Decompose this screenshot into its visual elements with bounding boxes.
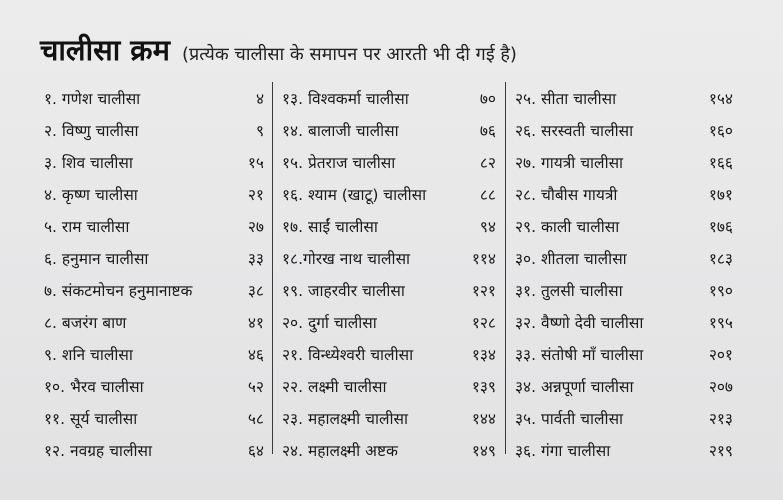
contents-entry — [44, 275, 264, 307]
entry-title: ८. बजरंग बाण — [44, 314, 127, 332]
entry-page-number: ६४ — [247, 442, 264, 460]
entry-title: १६. श्याम (खाटू) चालीसा — [282, 186, 427, 204]
entry-page-number: १६० — [708, 122, 733, 140]
contents-entry — [44, 147, 264, 179]
contents-entry — [515, 243, 733, 275]
entry-title: १३. विश्वकर्मा चालीसा — [282, 90, 409, 108]
contents-entry — [515, 211, 733, 243]
entry-title: ४. कृष्ण चालीसा — [44, 186, 138, 204]
contents-entry — [282, 403, 496, 435]
entry-title: ५. राम चालीसा — [44, 218, 130, 236]
entry-page-number: १९५ — [708, 314, 733, 332]
contents-entry — [282, 339, 496, 371]
entry-title: २८. चौबीस गायत्री — [515, 186, 618, 204]
entry-page-number: ४ — [255, 90, 264, 108]
entry-title: ३२. वैष्णो देवी चालीसा — [515, 314, 644, 332]
entry-title: १७. साईं चालीसा — [282, 218, 378, 236]
entry-title: ३१. तुलसी चालीसा — [515, 282, 623, 300]
entry-page-number: १७१ — [708, 186, 733, 204]
entry-page-number: ९४ — [479, 218, 496, 236]
entry-title: ३६. गंगा चालीसा — [515, 442, 611, 460]
entry-title: २१. विन्ध्येश्वरी चालीसा — [282, 346, 414, 364]
entry-title: ३३. संतोषी माँ चालीसा — [515, 346, 644, 364]
entry-page-number: १८३ — [708, 250, 733, 268]
entry-page-number: १९० — [708, 282, 733, 300]
entry-page-number: ७६ — [479, 122, 496, 140]
contents-entry — [44, 339, 264, 371]
contents-entry — [282, 179, 496, 211]
entry-title: २६. सरस्वती चालीसा — [515, 122, 634, 140]
page-subtitle: (प्रत्येक चालीसा के समापन पर आरती भी दी गई है) — [181, 44, 517, 65]
contents-column-1 — [44, 83, 264, 467]
entry-title: २७. गायत्री चालीसा — [515, 154, 624, 172]
entry-page-number: २७ — [247, 218, 264, 236]
contents-entry — [282, 83, 496, 115]
entry-title: ११. सूर्य चालीसा — [44, 410, 138, 428]
contents-entry — [44, 211, 264, 243]
entry-title: ७. संकटमोचन हनुमानाष्टक — [44, 282, 193, 300]
entry-page-number: १६६ — [708, 154, 733, 172]
entry-page-number: ८८ — [479, 186, 496, 204]
entry-page-number: १५ — [247, 154, 264, 172]
entry-page-number: ४६ — [247, 346, 264, 364]
entry-title: २. विष्णु चालीसा — [44, 122, 139, 140]
entry-page-number: ७० — [479, 90, 496, 108]
contents-entry — [515, 179, 733, 211]
entry-page-number: २०१ — [708, 346, 733, 364]
entry-page-number: ९ — [255, 122, 264, 140]
contents-entry — [515, 275, 733, 307]
entry-title: १८.गोरख नाथ चालीसा — [282, 250, 411, 268]
entry-title: २३. महालक्ष्मी चालीसा — [282, 410, 408, 428]
entry-title: १. गणेश चालीसा — [44, 90, 141, 108]
contents-entry — [44, 435, 264, 467]
entry-title: २२. लक्ष्मी चालीसा — [282, 378, 387, 396]
entry-page-number: १३४ — [471, 346, 496, 364]
entry-title: ३०. शीतला चालीसा — [515, 250, 627, 268]
column-divider — [505, 82, 506, 454]
contents-entry — [515, 435, 733, 467]
contents-entry — [282, 307, 496, 339]
entry-title: १९. जाहरवीर चालीसा — [282, 282, 405, 300]
contents-entry — [44, 403, 264, 435]
contents-entry — [282, 371, 496, 403]
contents-entry — [282, 115, 496, 147]
entry-title: ६. हनुमान चालीसा — [44, 250, 149, 268]
contents-entry — [44, 115, 264, 147]
entry-page-number: १७६ — [708, 218, 733, 236]
contents-entry — [515, 403, 733, 435]
entry-page-number: १२८ — [471, 314, 496, 332]
entry-title: १४. बालाजी चालीसा — [282, 122, 399, 140]
contents-entry — [515, 307, 733, 339]
entry-page-number: १२१ — [471, 282, 496, 300]
entry-title: २५. सीता चालीसा — [515, 90, 617, 108]
contents-entry — [515, 371, 733, 403]
entry-page-number: ११४ — [471, 250, 496, 268]
entry-title: १०. भैरव चालीसा — [44, 378, 144, 396]
entry-page-number: २१ — [247, 186, 264, 204]
entry-page-number: ३३ — [247, 250, 264, 268]
contents-entry — [44, 371, 264, 403]
entry-title: ३५. पार्वती चालीसा — [515, 410, 624, 428]
contents-entry — [282, 435, 496, 467]
contents-heading — [40, 30, 517, 70]
entry-title: १२. नवग्रह चालीसा — [44, 442, 152, 460]
entry-page-number: ८२ — [479, 154, 496, 172]
contents-entry — [515, 83, 733, 115]
contents-entry — [44, 179, 264, 211]
column-divider — [272, 82, 273, 454]
contents-entry — [44, 243, 264, 275]
page-title: चालीसा क्रम — [40, 33, 170, 67]
contents-entry — [282, 147, 496, 179]
contents-entry — [282, 211, 496, 243]
entry-title: २९. काली चालीसा — [515, 218, 620, 236]
entry-page-number: २१९ — [708, 442, 733, 460]
entry-title: २०. दुर्गा चालीसा — [282, 314, 377, 332]
contents-entry — [515, 115, 733, 147]
contents-column-2 — [282, 83, 496, 467]
contents-entry — [44, 307, 264, 339]
entry-page-number: ५८ — [247, 410, 264, 428]
contents-column-3 — [515, 83, 733, 467]
entry-page-number: २०७ — [708, 378, 733, 396]
entry-title: १५. प्रेतराज चालीसा — [282, 154, 396, 172]
entry-page-number: ३८ — [247, 282, 264, 300]
entry-page-number: २१३ — [708, 410, 733, 428]
entry-page-number: १३९ — [471, 378, 496, 396]
entry-title: २४. महालक्ष्मी अष्टक — [282, 442, 398, 460]
contents-entry — [44, 83, 264, 115]
contents-entry — [515, 147, 733, 179]
contents-entry — [282, 275, 496, 307]
entry-title: ३. शिव चालीसा — [44, 154, 133, 172]
entry-page-number: ४१ — [247, 314, 264, 332]
entry-page-number: ५२ — [247, 378, 264, 396]
entry-page-number: १५४ — [708, 90, 733, 108]
contents-entry — [515, 339, 733, 371]
entry-title: ९. शनि चालीसा — [44, 346, 133, 364]
contents-entry — [282, 243, 496, 275]
entry-page-number: १४९ — [471, 442, 496, 460]
entry-title: ३४. अन्नपूर्णा चालीसा — [515, 378, 634, 396]
entry-page-number: १४४ — [471, 410, 496, 428]
